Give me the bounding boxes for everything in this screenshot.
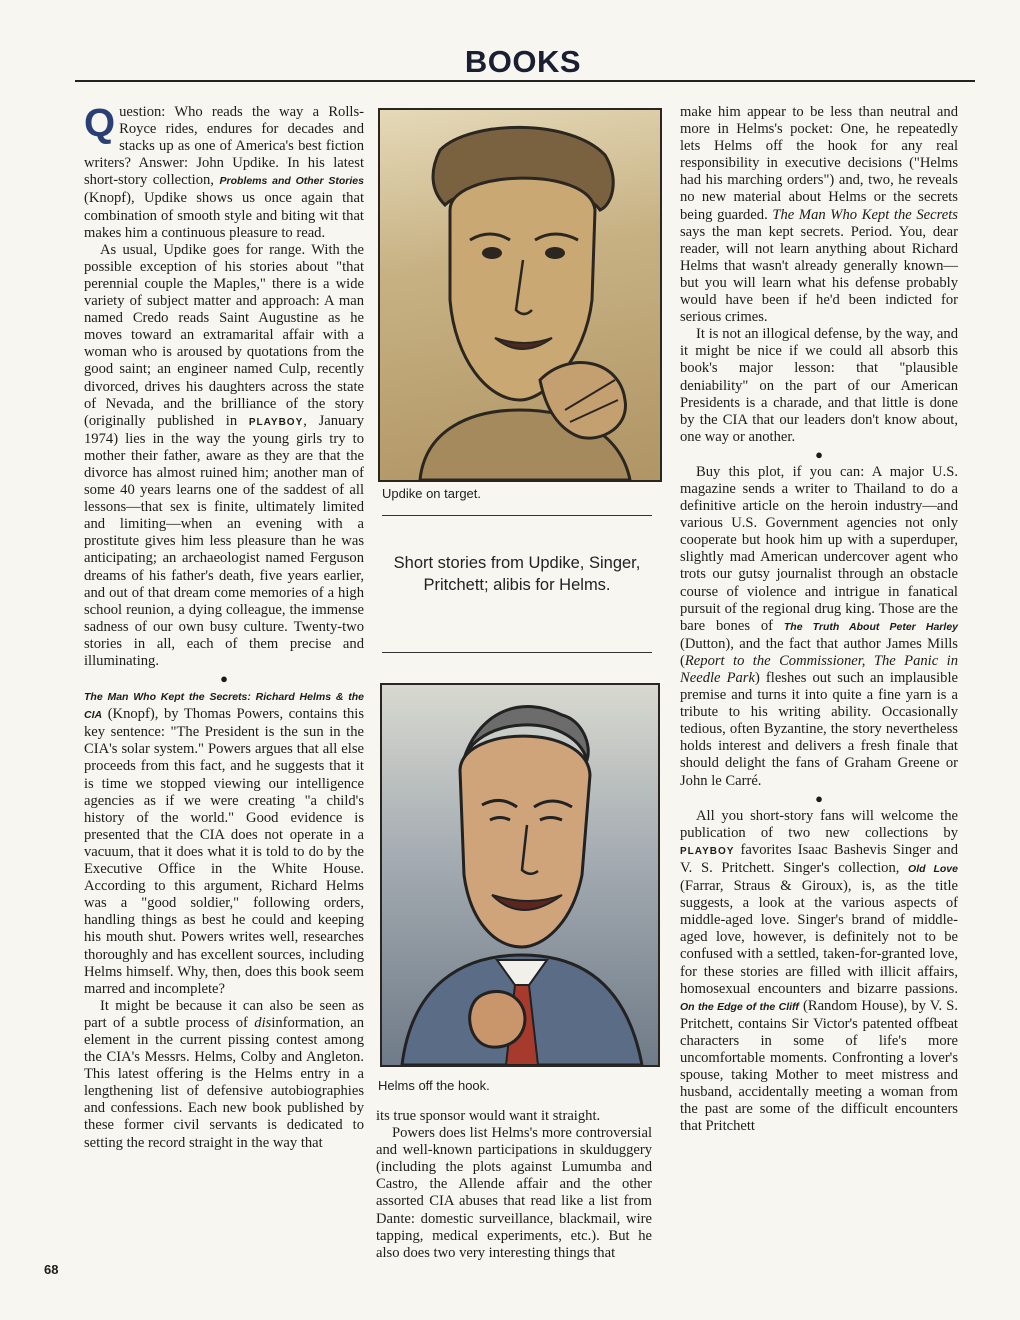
book-title: Problems and Other Stories xyxy=(219,175,364,188)
magazine-name: PLAYBOY xyxy=(680,845,735,857)
column-3 xyxy=(680,104,958,1135)
caption-helms: Helms off the hook. xyxy=(378,1078,490,1093)
book-title: The Truth About Peter Harley xyxy=(783,620,958,633)
paragraph: Powers does list Helms's more controversial and well-known participations in skulduggery (including the plots against Lumumba and Castro, the Allende affair and the other assorted CIA abuses that read like a list from Dante: domestic surveillance, blackmail, wire tapping, medical experiments, etc.). But he also does two very interesting things that xyxy=(376,1125,652,1261)
helms-portrait-drawing xyxy=(382,685,658,1065)
page-number: 68 xyxy=(44,1262,59,1277)
pull-quote: Short stories from Updike, Singer, Pritchett; alibis for Helms. xyxy=(393,554,641,594)
section-bullet: ● xyxy=(815,446,823,462)
book-title: The Man Who Kept the Secrets xyxy=(772,206,958,223)
drop-cap: Q xyxy=(84,101,116,145)
paragraph: The Man Who Kept the Secrets: Richard Helms & the CIA (Knopf), by Thomas Powers, contains this key sentence: "The President is the sun in the CIA's solar system." Powers argues that all else proceeds from this fact, and he suggests that it is time we stopped viewing our intelligence agencies as if we were creating "a child's history of the world." Good evidence is presented that the CIA does not operate in a vacuum, that it does what it is told to do by the Executive Office in the White House. According to this argument, Richard Helms was a "good soldier," following orders, handling things as best he could and keeping his mouth shut. Powers writes well, researches thoroughly and has excellent sources, including Helms himself. Why, then, does this book seem marred and incomplete? xyxy=(84,691,364,997)
paragraph: Question: Who reads the way a Rolls-Royce rides, endures for decades and stacks up as one of America's best fiction writers? Answer: John Updike. In his latest short-story collection, Problems and Other Stories (Knopf), Updike shows us once again that combination of smooth style and biting wit that makes him a continuous pleasure to read. xyxy=(84,101,364,241)
paragraph: As usual, Updike goes for range. With the possible exception of his stories about "that perennial couple the Maples," there is a wide variety of subject matter and approach: A man named Credo reads Saint Augustine as he moves toward an extramarital affair with a woman who is aroused by quotations from the good saint; an engineer named Culp, recently divorced, drives his daughters across the state of Nevada, and the brilliance of the story (originally published in PLAYBOY, January 1974) lies in the way the young girls try to mother their father, aware as they are that the divorce has almost ruined him; another man of some 40 years learns one of the saddest of all lessons—that sex is finite, ultimately limited and limiting—when an evening with a prostitute gives him less pleasure than he was anticipating; an archaeologist named Ferguson dreams of his father's death, five years earlier, and out of that dream come memories of a high school reunion, a dying colleague, the immense sadness of our own busy culture. Twenty-two stories in all, each of them precise and illuminating. xyxy=(84,241,364,669)
book-title: The Man Who Kept the Secrets: Richard Helms & the CIA xyxy=(84,691,364,722)
header-rule xyxy=(75,80,975,82)
section-bullet: ● xyxy=(220,671,228,687)
column-1 xyxy=(84,101,364,1152)
updike-illustration xyxy=(378,108,662,482)
paragraph: its true sponsor would want it straight. xyxy=(376,1108,601,1124)
paragraph: It is not an illogical defense, by the way, and it might be nice if we could all absorb this book's major lesson: that "plausible deniability" on the part of our American Presidents is a charade, and that little is done by the CIA that our leaders don't know about, one way or another. xyxy=(680,326,958,445)
paragraph: It might be because it can also be seen as part of a subtle process of disinformation, an element in the current pissing contest among the CIA's Messrs. Helms, Colby and Angleton. This latest offering is the Helms entry in a lengthening list of defensive autobiographies and confessions. Each new book published by these former civil servants is dedicated to setting the record straight in the way that xyxy=(84,997,364,1151)
section-title: BOOKS xyxy=(464,44,582,79)
paragraph: All you short-story fans will welcome the publication of two new collections by PLAYBOY favorites Isaac Bashevis Singer and V. S. Pritchett. Singer's collection, Old Love (Farrar, Straus & Giroux), is, as the title suggests, a look at the various aspects of middle-aged love. Singer's brand of middle-aged love, however, is definitely not to be confused with a settled, taken-for-granted love, for these stories are filled with illicit affairs, homosexual encounters and bizarre passions. On the Edge of the Cliff (Random House), by V. S. Pritchett, contains Sir Victor's patented offbeat characters in some of life's more uncomfortable moments. Confronting a lover's spouse, taking Mother to meet mistress and husband, accidentally meeting a woman from the past are some of the difficult encounters that Pritchett xyxy=(680,807,958,1135)
paragraph: Buy this plot, if you can: A major U.S. magazine sends a writer to Thailand to do a definitive article on the heroin industry—and various U.S. Government agencies not only cooperate but hook him up with a superduper, slightly mad American undercover agent who trots our gutsy journalist through an obstacle course of violence and intrigue in fanatical pursuit of the regional drug king. Those are the bare bones of The Truth About Peter Harley (Dutton), and the fact that author James Mills (Report to the Commissioner, The Panic in Needle Park) fleshes out such an implausible premise and turns it into quite a fine yarn is a tribute to his writing ability. Occasionally tedious, often Byzantine, the story nevertheless holds interest and delivers a fresh finale that should delight the fans of Graham Greene or John le Carré. xyxy=(680,463,958,789)
book-title: Old Love xyxy=(908,862,958,875)
column-2 xyxy=(376,1108,652,1262)
paragraph: make him appear to be less than neutral and more in Helms's pocket: One, he repeatedly lets Helms off the hook for any real responsibility in executive decisions ("Helms had his marching orders") and, two, he reveals no new material about Helms or the secrets being guarded. The Man Who Kept the Secrets says the man kept secrets. Period. You, dear reader, will not learn anything about Richard Helms that wasn't already generally known—but you will learn what his defense probably would have been if he'd been indicted for serious crimes. xyxy=(680,104,958,326)
section-bullet: ● xyxy=(815,790,823,806)
book-title: On the Edge of the Cliff xyxy=(680,1000,799,1013)
updike-portrait-drawing xyxy=(380,110,660,480)
magazine-name: PLAYBOY xyxy=(248,416,304,428)
caption-updike: Updike on target. xyxy=(382,486,482,501)
pull-quote-rule-top xyxy=(382,515,652,516)
pull-quote-rule-bottom xyxy=(382,652,652,653)
helms-illustration xyxy=(380,683,660,1067)
